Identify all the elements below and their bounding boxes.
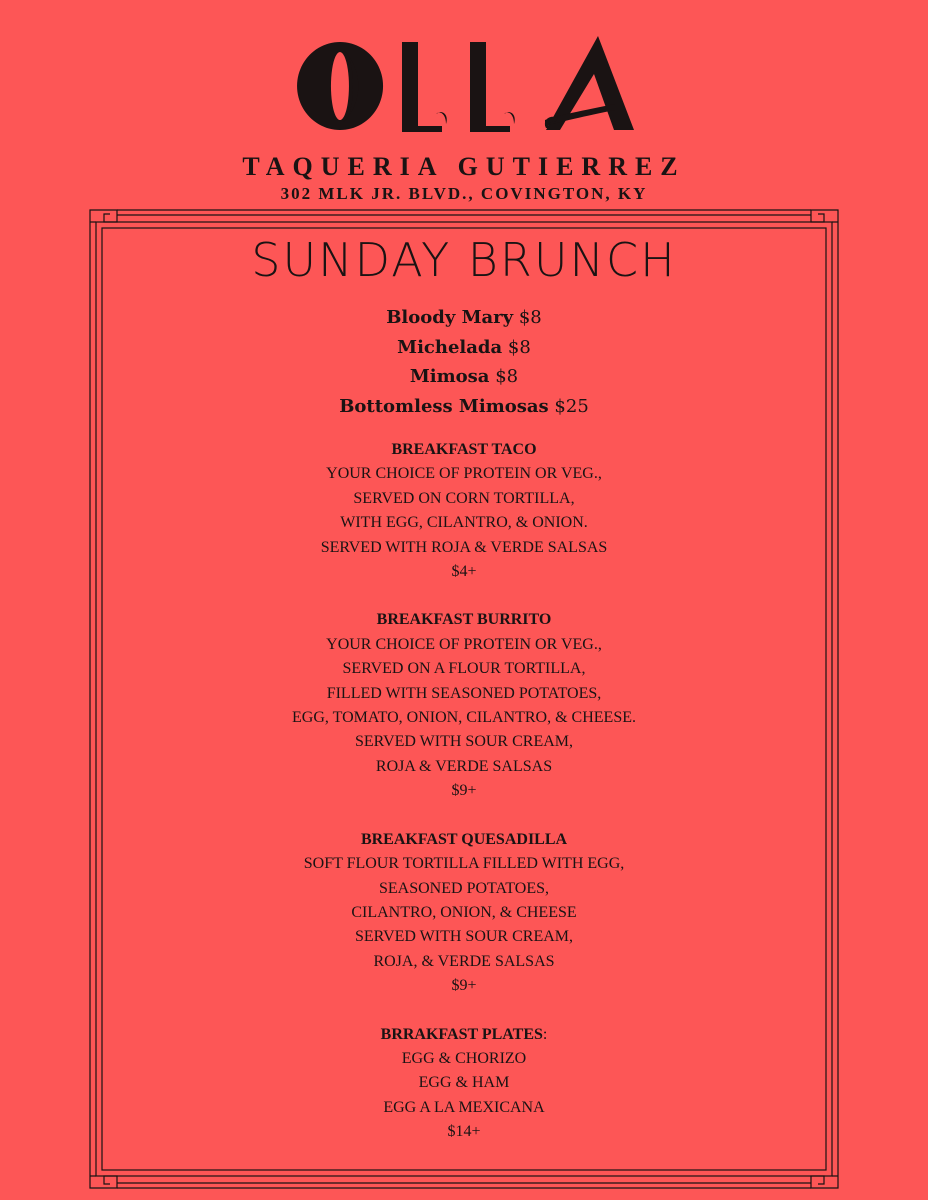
item-description-line: SOFT FLOUR TORTILLA FILLED WITH EGG,	[303, 855, 625, 873]
item-description-line: WITH EGG, CILANTRO, & ONION.	[340, 514, 588, 532]
drink-price: $25	[554, 395, 589, 417]
item-description-line: SERVED WITH SOUR CREAM,	[355, 733, 573, 751]
item-description-line: ROJA & VERDE SALSAS	[375, 757, 553, 775]
tagline: TAQUERIA GUTIERREZ	[242, 152, 686, 181]
item-price: $4+	[451, 563, 477, 581]
menu-item-breakfast-burrito	[0, 608, 928, 803]
item-description-line: CILANTRO, ONION, & CHEESE	[351, 903, 577, 921]
drink-name: Bloody Mary	[386, 307, 514, 328]
item-description-line: SERVED WITH SOUR CREAM,	[355, 928, 573, 946]
item-description-line: ROJA, & VERDE SALSAS	[373, 952, 555, 970]
drink-item	[0, 392, 928, 422]
item-title-row	[0, 1023, 928, 1047]
menu-item-breakfast-quesadilla	[0, 828, 928, 999]
drink-item	[0, 333, 928, 363]
drink-price: $8	[495, 366, 519, 387]
item-title: BREAKFAST BURRITO	[376, 611, 552, 629]
drink-price: $8	[518, 307, 542, 328]
item-title: BREAKFAST TACO	[391, 441, 537, 458]
item-title: BREAKFAST QUESADILLA	[360, 830, 568, 848]
item-description-line: EGG & HAM	[418, 1074, 510, 1092]
menu-item-breakfast-plates	[0, 1023, 928, 1145]
item-description-line: FILLED WITH SEASONED POTATOES,	[326, 684, 602, 702]
drink-item	[0, 303, 928, 333]
item-description-line: EGG, TOMATO, ONION, CILANTRO, & CHEESE.	[292, 709, 636, 727]
menu-item-breakfast-taco	[0, 438, 928, 584]
drink-price: $8	[507, 336, 531, 358]
item-title-suffix: :	[542, 1025, 548, 1043]
drink-name: Mimosa	[409, 366, 490, 387]
item-description-line: EGG & CHORIZO	[401, 1049, 527, 1067]
item-price: $14+	[447, 1123, 481, 1141]
item-price: $9+	[451, 782, 477, 800]
olla-logo	[0, 28, 928, 140]
menu-items	[0, 438, 928, 1169]
item-description-line: YOUR CHOICE OF PROTEIN OR VEG.,	[326, 635, 602, 653]
item-description-line: SERVED WITH ROJA & VERDE SALSAS	[320, 538, 608, 556]
item-description-line: SERVED ON A FLOUR TORTILLA,	[342, 660, 586, 678]
menu-title: SUNDAY BRUNCH	[251, 233, 677, 287]
item-description-line: EGG A LA MEXICANA	[383, 1098, 545, 1116]
item-title: BRRAKFAST PLATES	[380, 1025, 543, 1043]
item-description-line: SEASONED POTATOES,	[379, 879, 549, 897]
item-description-line: YOUR CHOICE OF PROTEIN OR VEG.,	[326, 465, 602, 483]
drinks-list	[0, 303, 928, 421]
item-price: $9+	[451, 977, 477, 995]
address: 302 MLK JR. BLVD., COVINGTON, KY	[280, 184, 648, 203]
drink-name: Bottomless Mimosas	[339, 395, 549, 417]
drink-name: Michelada	[397, 336, 503, 358]
item-description-line: SERVED ON CORN TORTILLA,	[353, 489, 575, 507]
drink-item	[0, 362, 928, 392]
